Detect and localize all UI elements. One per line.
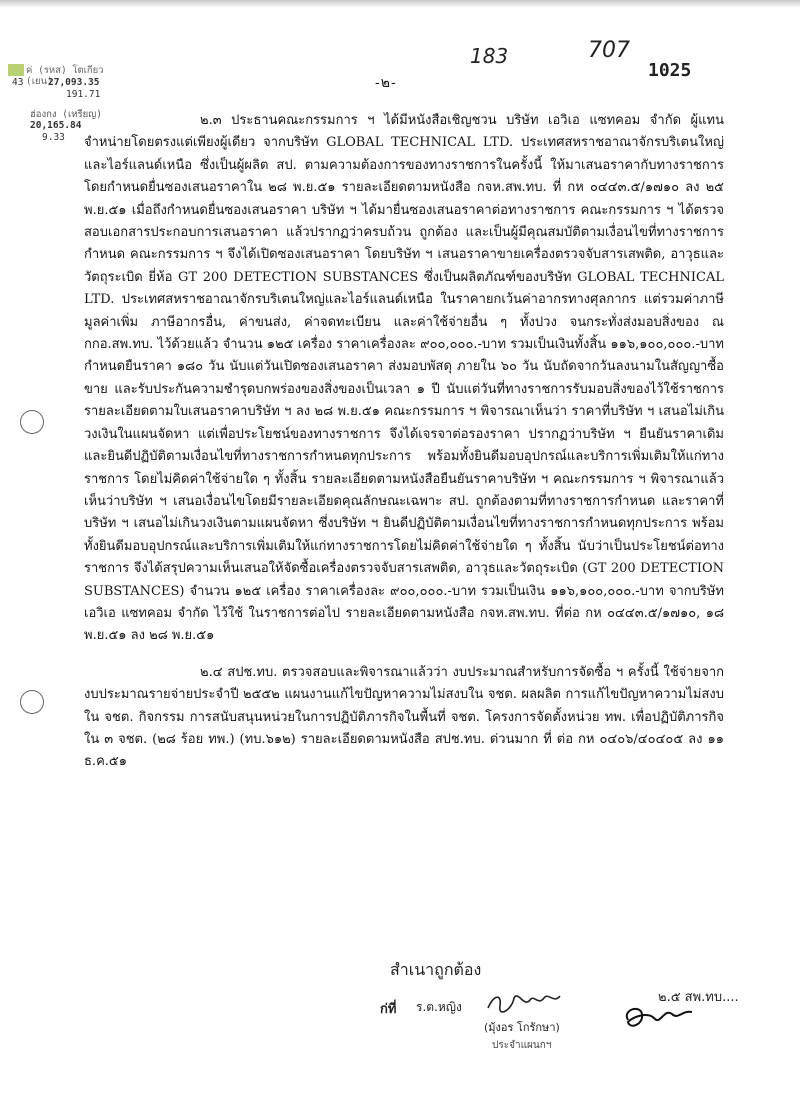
signer-position: ประจำแผนกฯ: [492, 1040, 552, 1051]
date-note: ๒.๕ สพ.ทบ....: [658, 990, 739, 1005]
sticker-line-2b: 27,093.35: [48, 77, 100, 88]
initials-signature: [620, 1000, 700, 1034]
punch-hole-top: [20, 410, 44, 434]
paragraph-gap: [84, 648, 724, 662]
sticker-line-3: 191.71: [66, 89, 101, 100]
sticker-line-1: ค่ (รหส) โตเกียว (เยน): [26, 65, 104, 87]
handwritten-signature: [484, 986, 564, 1016]
page-number: -๒-: [375, 75, 397, 91]
certification-block: [380, 958, 780, 1078]
sticker-line-4: ฮ่องกง (เหรียญ): [30, 109, 102, 120]
sticker-line-2a: 43: [12, 77, 24, 88]
handwritten-number-b: 707: [588, 38, 630, 63]
sticker-line-6: 9.33: [42, 132, 65, 143]
document-body: [84, 110, 724, 774]
paragraph-2-4-text: ๒.๔ สปช.ทบ. ตรวจสอบและพิจารณาแล้วว่า งบประมาณสำหรับการจัดซื้อ ฯ ครั้งนี้ ใช้จ่ายจากงบประมาณรายจ่ายประจำปี ๒๕๕๒ แผนงานแก้ไขปัญหาความไม่สงบใน จชต. ผลผลิต การแก้ไขปัญหาความไม่สงบใน จชต. กิจกรรม การสนับสนุนหน่วยในการปฏิบัติภารกิจในพื้นที่ จชต. โครงการจัดตั้งหน่วย ทพ. เพื่อปฏิบัติภารกิจใน ๓ จชต. (๒๘ ร้อย ทพ.) (ทบ.๖๑๒) รายละเอียดตามหนังสือ สปช.ทบ. ด่วนมาก ที่ ต่อ กห ๐๔๐๖/๔๐๔๐๕ ลง ๑๑ ธ.ค.๕๑: [84, 664, 724, 770]
handwritten-page-number: 1025: [648, 60, 692, 81]
signer-name: (มุ้งอร โกรักษา): [484, 1021, 560, 1034]
sticker-line-5: 20,165.84: [30, 120, 82, 131]
copy-marker: ก่ที่: [380, 1002, 397, 1017]
punch-hole-bottom: [20, 690, 44, 714]
signer-rank: ร.ต.หญิง: [416, 1000, 462, 1014]
paragraph-2-3: [84, 110, 724, 648]
sticker-color-strip: [8, 64, 24, 76]
paragraph-2-4: [84, 662, 724, 774]
paragraph-2-3-text: ๒.๓ ประธานคณะกรรมการ ฯ ได้มีหนังสือเชิญชวน บริษัท เอวิเอ แซทคอม จำกัด ผู้แทนจำหน่ายโดยตรงแต่เพียงผู้เดียว จากบริษัท GLOBAL TECHNICAL LTD. ประเทศสหราชอาณาจักรบริเตนใหญ่และไอร์แลนด์เหนือ ซึ่งเป็นผู้ผลิต สป. ตามความต้องการของทางราชการในครั้งนี้ ให้มาเสนอราคากับทางราชการ โดยกำหนดยื่นซองเสนอราคาใน ๒๘ พ.ย.๕๑ รายละเอียดตามหนังสือ กจห.สพ.ทบ. ที่ กห ๐๔๔๓.๕/๑๗๑๐ ลง ๒๕ พ.ย.๕๑ เมื่อถึงกำหนดยื่นซองเสนอราคา บริษัท ฯ ได้มายื่นซองเสนอราคาต่อทางราชการ คณะกรรมการ ฯ ได้ตรวจสอบเอกสารประกอบการเสนอราคา แล้วปรากฏว่าครบถ้วน ถูกต้อง และเป็นผู้มีคุณสมบัติตามเงื่อนไขที่ทางราชการกำหนด คณะกรรมการ ฯ จึงได้เปิดซองเสนอราคา โดยบริษัท ฯ เสนอราคาขายเครื่องตรวจจับสารเสพติด, อาวุธและวัตถุระเบิด ยี่ห้อ GT 200 DETECTION SUBSTANCES ซึ่งเป็นผลิตภัณฑ์ของบริษัท GLOBAL TECHNICAL LTD. ประเทศสหราชอาณาจักรบริเตนใหญ่และไอร์แลนด์เหนือ ในราคายกเว้นค่าอากรทางศุลกากร แต่รวมค่าภาษีมูลค่าเพิ่ม ภาษีอากรอื่น, ค่าขนส่ง, ค่าจดทะเบียน และค่าใช้จ่ายอื่น ๆ ทั้งปวง จนกระทั่งส่งมอบสิ่งของ ณ กกอ.สพ.ทบ. ไว้ด้วยแล้ว จำนวน ๑๒๕ เครื่อง ราคาเครื่องละ ๙๐๐,๐๐๐.-บาท รวมเป็นเงินทั้งสิ้น ๑๑๖,๑๐๐,๐๐๐.-บาท กำหนดยืนราคา ๑๘๐ วัน นับแต่วันเปิดซองเสนอราคา ส่งมอบพัสดุ ภายใน ๖๐ วัน นับถัดจากวันลงนามในสัญญาซื้อขาย และรับประกันความชำรุดบกพร่องของสิ่งของเป็นเวลา ๑ ปี นับแต่วันที่ทางราชการรับมอบสิ่งของไว้ใช้ราชการ รายละเอียดตามใบเสนอราคาบริษัท ฯ ลง ๒๘ พ.ย.๕๑ คณะกรรมการ ฯ พิจารณาเห็นว่า ราคาที่บริษัท ฯ เสนอไม่เกินวงเงินในแผนจัดหา แต่เพื่อประโยชน์ของทางราชการ จึงได้เจรจาต่อรองราคา ปรากฏว่าบริษัท ฯ ยืนยันราคาเดิมและยินดีปฏิบัติตามเงื่อนไขที่ทางราชการกำหนดทุกประการ พร้อมทั้งยินดีมอบอุปกรณ์และบริการเพิ่มเติมให้แก่ทางราชการ โดยไม่คิดค่าใช้จ่ายใด ๆ ทั้งสิ้น รายละเอียดตามหนังสือยืนยันราคาบริษัท ฯ คณะกรรมการ ฯ พิจารณาแล้วเห็นว่าบริษัท ฯ เสนอเงื่อนไขโดยมีรายละเอียดคุณลักษณะเฉพาะ สป. ถูกต้องตามที่ทางราชการกำหนด และราคาที่บริษัท ฯ เสนอไม่เกินวงเงินตามแผนจัดหา ซึ่งบริษัท ฯ ยินดีปฏิบัติตามเงื่อนไขที่ทางราชการกำหนดทุกประการ พร้อมทั้งยินดีมอบอุปกรณ์และบริการเพิ่มเติมให้แก่ทางราชการโดยไม่คิดค่าใช้จ่ายใด ๆ ทั้งสิ้น นับว่าเป็นประโยชน์ต่อทางราชการ จึงได้สรุปความเห็นเสนอให้จัดซื้อเครื่องตรวจจับสารเสพติด, อาวุธและวัตถุระเบิด (GT 200 DETECTION SUBSTANCES) จำนวน ๑๒๕ เครื่อง ราคาเครื่องละ ๙๐๐,๐๐๐.-บาท รวมเป็นเงิน ๑๑๖,๑๐๐,๐๐๐.-บาท จากบริษัท เอวิเอ แซทคอม จำกัด ไว้ใช้ ในราชการต่อไป รายละเอียดตามหนังสือ กจห.สพ.ทบ. ที่ต่อ กห ๐๔๔๓.๕/๑๗๑๐, ๑๘ พ.ย.๕๑ ลง ๒๘ พ.ย.๕๑: [84, 113, 724, 644]
handwritten-number-a: 183: [470, 44, 509, 68]
scan-edge: [0, 0, 800, 8]
certified-copy-label: สำเนาถูกต้อง: [390, 960, 482, 979]
